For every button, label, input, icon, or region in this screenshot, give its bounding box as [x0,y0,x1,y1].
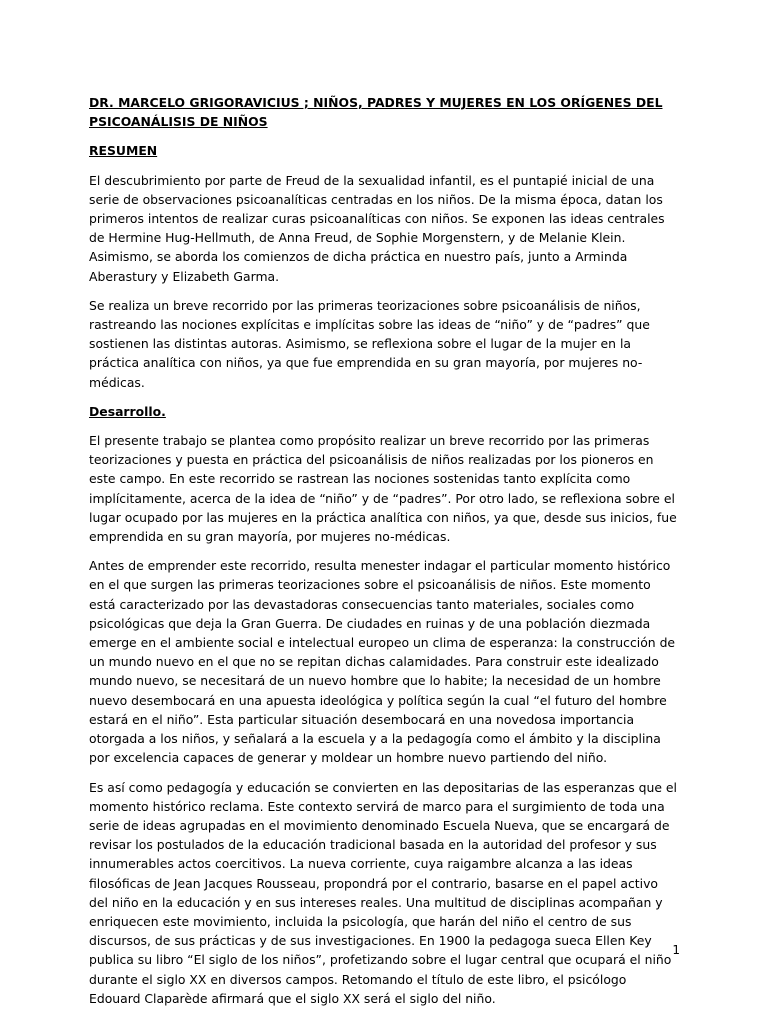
paragraph: Es así como pedagogía y educación se convierten en las depositarias de las esperanzas que el momento histórico reclama. Este contexto servirá de marco para el surgimiento de toda una serie de ideas agrupadas en el movimiento denominado Escuela Nueva, que se encargará de revisar los postulados de la educación tradicional basada en la autoridad del profesor y sus innumerables actos coercitivos. La nueva corriente, cuya raigambre alcanza a las ideas filosóficas de Jean Jacques Rousseau, propondrá por el contrario, basarse en el papel activo del niño en la educación y en sus intereses reales. Una multitud de disciplinas acompañan y enriquecen este movimiento, incluida la psicología, que harán del niño el centro de sus discursos, de sus prácticas y de sus investigaciones. En 1900 la pedagoga sueca Ellen Key publica su libro “El siglo de los niños”, profetizando sobre el lugar central que ocupará el niño durante el siglo XX en diversos campos. Retomando el título de este libro, el psicólogo Edouard Claparède afirmará que el siglo XX será el siglo del niño. [89,779,677,1006]
section-heading-desarrollo: Desarrollo. [89,403,166,419]
paragraph: Se realiza un breve recorrido por las primeras teorizaciones sobre psicoanálisis de niños, rastreando las nociones explícitas e implícitas sobre las ideas de “niño” y de “padres” que sostienen las distintas autoras. Asimismo, se reflexiona sobre el lugar de la mujer en la práctica analítica con niños, ya que fue emprendida en su gran mayoría, por mujeres no-médicas. [89,297,650,390]
page-number: 1 [672,943,680,957]
paragraph: El descubrimiento por parte de Freud de la sexualidad infantil, es el puntapié inicial de una serie de observaciones psicoanalíticas centradas en los niños. De la misma época, datan los primeros intentos de realizar curas psicoanalíticas con niños. Se exponen las ideas centrales de Hermine Hug-Hellmuth, de Anna Freud, de Sophie Morgenstern, y de Melanie Klein. Asimismo, se aborda los comienzos de dicha práctica en nuestro país, junto a Arminda Aberastury y Elizabeth Garma. [89,172,665,284]
section-heading-resumen: RESUMEN [89,143,158,159]
paragraph: Antes de emprender este recorrido, resulta menester indagar el particular momento histórico en el que surgen las primeras teorizaciones sobre el psicoanálisis de niños. Este momento está caracterizado por las devastadoras consecuencias tanto materiales, sociales como psicológicas que deja la Gran Guerra. De ciudades en ruinas y de una población diezmada emerge en el ambiente social e intelectual europeo un clima de esperanza: la construcción de un mundo nuevo en el que no se repitan dichas calamidades. Para construir este idealizado mundo nuevo, se necesitará de un nuevo hombre que lo habite; la necesidad de un hombre nuevo desembocará en una apuesta ideológica y política según la cual “el futuro del hombre estará en el niño”. Esta particular situación desembocará en una novedosa importancia otorgada a los niños, y señalará a la escuela y a la pedagogía como el ámbito y la disciplina por excelencia capaces de generar y moldear un hombre nuevo partiendo del niño. [89,558,676,766]
document-title: DR. MARCELO GRIGORAVICIUS ; NIÑOS, PADRES Y MUJERES EN LOS ORÍGENES DEL PSICOANÁLISIS DE NIÑOS [89,95,663,130]
document-body [89,93,679,1018]
paragraph: El presente trabajo se plantea como propósito realizar un breve recorrido por las primeras teorizaciones y puesta en práctica del psicoanálisis de niños realizadas por los pioneros en este campo. En este recorrido se rastrean las nociones sostenidas tanto explícita como implícitamente, acerca de la idea de “niño” y de “padres”. Por otro lado, se reflexiona sobre el lugar ocupado por las mujeres en la práctica analítica con niños, ya que, desde sus inicios, fue emprendida en su gran mayoría, por mujeres no-médicas. [89,433,677,545]
